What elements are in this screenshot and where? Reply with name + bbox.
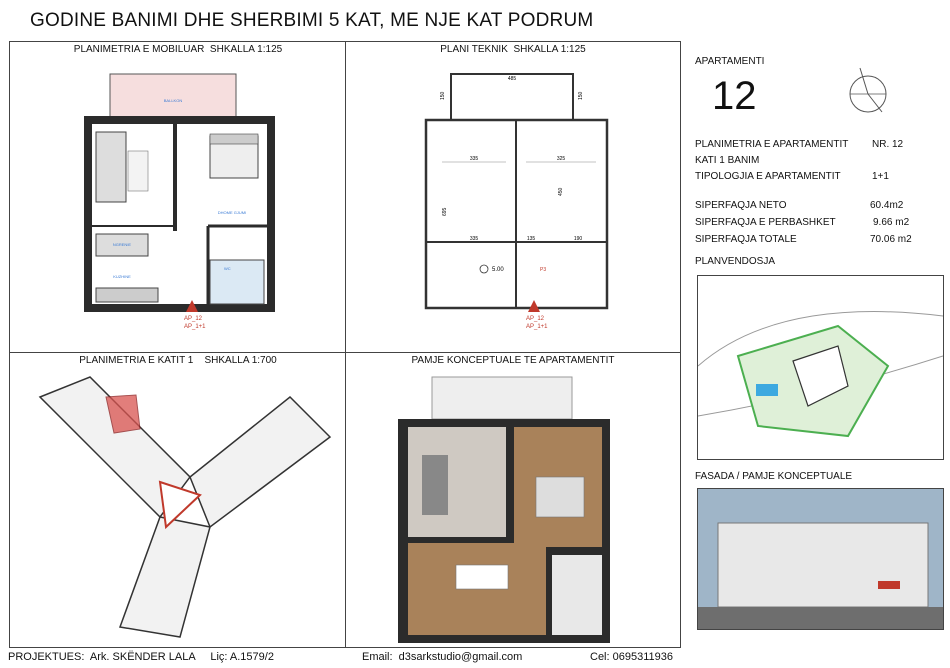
concept-view-panel <box>345 352 681 648</box>
bed-render <box>536 477 584 517</box>
floor-label: KATI 1 BANIM <box>695 155 760 166</box>
total-area-label: SIPERFAQJA TOTALE <box>695 234 797 245</box>
dim-695: 695 <box>442 207 448 216</box>
dim-335-a: 335 <box>469 156 479 162</box>
facade-building <box>718 523 928 607</box>
furnished-plan-drawing <box>10 56 346 352</box>
dim-325: 325 <box>556 156 566 162</box>
facade-label: FASADA / PAMJE KONCEPTUALE <box>695 471 853 482</box>
bathroom-floor <box>552 555 602 635</box>
net-area-label: SIPERFAQJA NETO <box>695 200 787 211</box>
facade-render <box>698 489 943 629</box>
net-area-value: 60.4m2 <box>870 200 904 211</box>
technical-plan-title: PLANI TEKNIK SHKALLA 1:125 <box>440 44 586 55</box>
furnished-plan-title: PLANIMETRIA E MOBILUAR SHKALLA 1:125 <box>73 44 283 55</box>
wing-south <box>120 517 210 637</box>
plan-label: PLANIMETRIA E APARTAMENTIT <box>695 139 849 150</box>
sofa-render <box>422 455 448 515</box>
compass-icon <box>838 60 898 120</box>
floor-plan-panel <box>9 352 347 648</box>
typology-label: TIPOLOGJIA E APARTAMENTIT <box>695 171 841 182</box>
balcony <box>110 74 236 120</box>
balcony-render <box>432 377 572 419</box>
ap-tag-1: AP_12 <box>184 316 203 322</box>
apartment-number: 12 <box>712 74 757 118</box>
plan-value: NR. 12 <box>872 139 904 150</box>
footer-email[interactable]: Email: d3sarkstudio@gmail.com <box>362 651 523 663</box>
facade-panel <box>697 488 944 630</box>
tech-ap-tag-1: AP_12 <box>526 316 545 322</box>
page-title: GODINE BANIMI DHE SHERBIMI 5 KAT, ME NJE KAT PODRUM <box>30 10 594 31</box>
floor-plan-title: PLANIMETRIA E KATIT 1 SHKALLA 1:700 <box>79 355 277 366</box>
bedroom-label: DHOME GJUMI <box>217 210 247 215</box>
dim-450: 450 <box>558 187 564 196</box>
shared-area-value: 9.66 m2 <box>873 217 910 228</box>
dim-485: 485 <box>507 76 517 82</box>
balcony-label: BALLKON <box>163 98 183 103</box>
apartment-label: APARTAMENTI <box>695 56 765 67</box>
wing-northeast <box>190 397 330 527</box>
tech-ap-tag-2: AP_1+1 <box>526 324 548 330</box>
furnished-plan-panel <box>9 41 347 354</box>
pool <box>756 384 778 396</box>
kitchen-counter <box>96 288 158 302</box>
p3-label: P3 <box>540 267 547 273</box>
technical-plan-panel <box>345 41 681 354</box>
dining-table-render <box>456 565 508 589</box>
rug <box>128 151 148 191</box>
dim-190: 190 <box>573 236 583 242</box>
dining-label: NGRENIE <box>112 242 132 247</box>
bathroom <box>210 260 264 304</box>
footer-project: PROJEKTUES: Ark. SKËNDER LALA Liç: A.1579/2 <box>8 651 274 663</box>
site-plan-label: PLANVENDOSJA <box>695 256 776 267</box>
site-plan-drawing <box>698 276 943 459</box>
shared-area-label: SIPERFAQJA E PERBASHKET <box>695 217 836 228</box>
floor-plan-drawing <box>10 367 346 647</box>
typology-value: 1+1 <box>872 171 889 182</box>
level-mark: 5.00 <box>492 267 504 273</box>
technical-plan-drawing <box>346 56 680 352</box>
facade-highlight-balcony <box>878 581 900 589</box>
dim-335-b: 335 <box>469 236 479 242</box>
sofa <box>96 132 126 202</box>
concept-render <box>346 367 680 647</box>
total-area-value: 70.06 m2 <box>870 234 912 245</box>
ap-tag-2: AP_1+1 <box>184 324 206 330</box>
dim-135: 135 <box>526 236 536 242</box>
wc-label: WC <box>224 266 231 271</box>
footer-phone[interactable]: Cel: 0695311936 <box>590 651 673 663</box>
site-plan-panel <box>697 275 944 460</box>
concept-view-title: PAMJE KONCEPTUALE TE APARTAMENTIT <box>411 355 615 366</box>
dim-150-a: 150 <box>440 91 446 100</box>
dim-150-b: 150 <box>578 91 584 100</box>
kitchen-label: KUZHINE <box>113 274 131 279</box>
